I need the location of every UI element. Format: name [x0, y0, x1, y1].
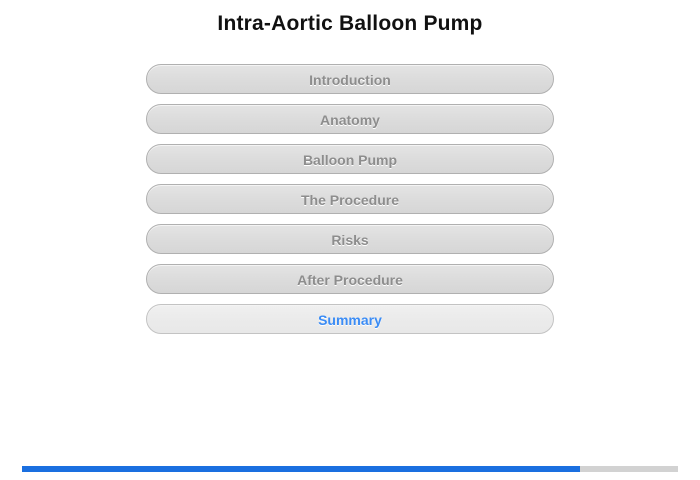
- menu-item-risks[interactable]: Risks: [146, 224, 554, 254]
- menu-item-anatomy[interactable]: Anatomy: [146, 104, 554, 134]
- menu-item-summary[interactable]: Summary: [146, 304, 554, 334]
- chapter-menu: [0, 64, 700, 334]
- menu-item-the-procedure[interactable]: The Procedure: [146, 184, 554, 214]
- menu-item-introduction[interactable]: Introduction: [146, 64, 554, 94]
- menu-item-after-procedure[interactable]: After Procedure: [146, 264, 554, 294]
- page-title: Intra-Aortic Balloon Pump: [217, 12, 483, 35]
- progress-bar[interactable]: [22, 466, 678, 472]
- menu-item-balloon-pump[interactable]: Balloon Pump: [146, 144, 554, 174]
- progress-fill: [22, 466, 580, 472]
